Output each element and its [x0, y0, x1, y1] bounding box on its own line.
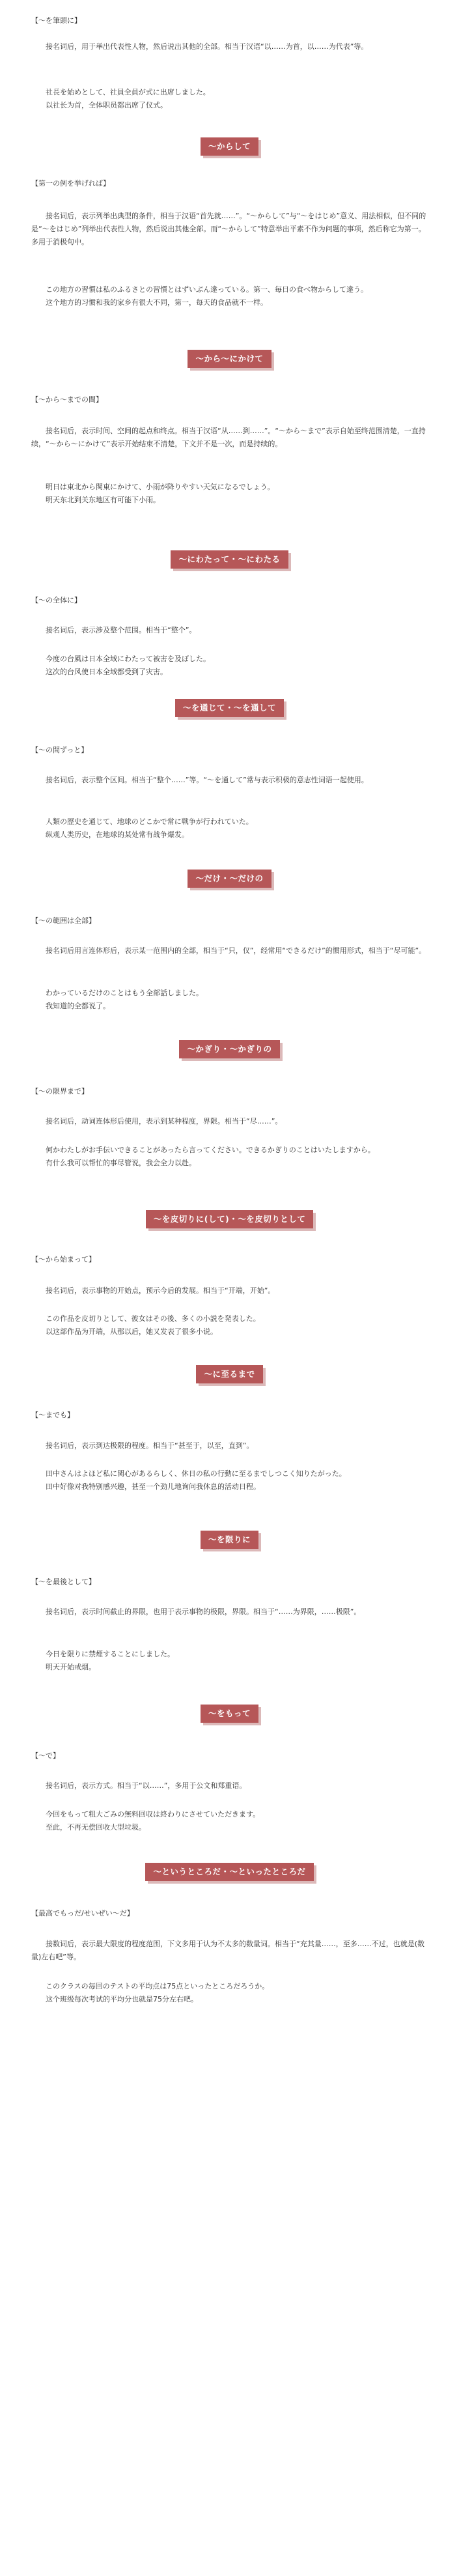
example-chinese: 田中好像对我特别感兴趣，甚至一个劲儿地询问我休息的活动日程。 [46, 1482, 260, 1491]
section-explanation: 接名词后，表示涉及整个范围。相当于“整个”。 [46, 626, 197, 634]
section-explanation: 接名词后，表示列举出典型的条件，相当于汉语“首先就……”。“～からして”与“～をはじめ”意义、用法相似，但不同的是“～をはじめ”列举出代表性人物，然后说出其他全部。而“～からして”特意举出平素不作为问题的事项，然后称它为第一。多用于消极句中。 [31, 212, 426, 246]
section-explanation: 接名词后，表示时间、空间的起点和终点。相当于汉语“从……到……”。“～から～まで”表示自始至终范围清楚，一直持续，“～から～にかけて”表示开始结束不清楚，下文并不是一次，而是持续的。 [31, 427, 426, 448]
example-block [31, 86, 428, 112]
section-heading: ～というところだ・～といったところだ [0, 1863, 459, 1881]
example-japanese: 田中さんはよほど私に関心があるらしく、休日の私の行動に至るまでしつこく知りたがった。 [46, 1469, 346, 1478]
section-subheading: 【～の間ずっと】 [31, 746, 89, 754]
example-block [31, 987, 428, 1013]
section-explanation: 接名词后，表示到达极限的程度。相当于“甚至于，以至，直到”。 [46, 1441, 254, 1450]
section-explanation: 接名词后，表示整个区间。相当于“整个……”等。“～を通して”常与表示积极的意志性词语一起使用。 [46, 776, 369, 784]
example-block [31, 1312, 428, 1338]
section-subheading: 【～から～までの間】 [31, 395, 103, 404]
section-explanation: 接名词后，用于举出代表性人物，然后说出其他的全部。相当于汉语“以……为首，以……为代表”等。 [46, 42, 369, 51]
section-subheading: 【～を筆頭に】 [31, 16, 81, 25]
section-heading: ～を通じて・～を通して [0, 699, 459, 717]
example-chinese: 有什么我可以帮忙的事尽管说，我会全力以赴。 [46, 1159, 196, 1167]
example-chinese: 这个地方的习惯和我的家乡有很大不同，第一，每天的食品就不一样。 [46, 298, 268, 307]
section-explanation: 接名词后，动词连体形后使用，表示到某种程度，界限。相当于“尽……”。 [46, 1117, 283, 1125]
example-japanese: 今日を限りに禁煙することにしました。 [46, 1650, 174, 1658]
section-subheading: 【～から始まって】 [31, 1255, 96, 1264]
section-explanation: 接名词后，表示时间截止的界限，也用于表示事物的极限，界限。相当于“……为界限，……极限”。 [46, 1607, 361, 1616]
section-heading: ～を限りに [0, 1531, 459, 1549]
example-block [31, 653, 428, 679]
section-subheading: 【～の範囲は全部】 [31, 916, 96, 925]
section-explanation: 接数词后，表示最大限度的程度范围，下文多用于认为不太多的数量词。相当于“充其量……，至多……不过，也就是(数量)左右吧”等。 [31, 1940, 424, 1961]
example-japanese: 人類の歴史を通じて、地球のどこかで常に戦争が行われていた。 [46, 817, 253, 826]
section-subheading: 【～で】 [31, 1751, 60, 1760]
example-chinese: 明天东北到关东地区有可能下小雨。 [46, 496, 160, 504]
section-subheading: 【～の限界まで】 [31, 1087, 89, 1096]
example-chinese: 我知道的全都说了。 [46, 1002, 110, 1010]
example-block [31, 1648, 428, 1674]
section-subheading: 【最高でもっだ/せいぜい～だ】 [31, 1909, 134, 1918]
example-japanese: 何かわたしがお手伝いできることがあったら言ってください。できるかぎりのことはいたしますから。 [46, 1146, 375, 1154]
section-subheading: 【～までも】 [31, 1411, 74, 1419]
section-heading: ～だけ・～だけの [0, 870, 459, 888]
example-chinese: 纵观人类历史，在地球的某处常有战争爆发。 [46, 830, 189, 839]
example-block [31, 283, 428, 309]
example-block [31, 1980, 428, 2006]
example-japanese: わかっているだけのことはもう全部話しました。 [46, 989, 203, 997]
example-block [31, 1144, 428, 1170]
example-japanese: 明日は東北から関東にかけて、小雨が降りやすい天気になるでしょう。 [46, 483, 275, 491]
section-heading: ～をもって [0, 1705, 459, 1723]
section-subheading: 【第一の例を挙げれば】 [31, 179, 110, 188]
example-chinese: 至此，不再无偿回收大型垃圾。 [46, 1823, 146, 1832]
example-japanese: 今度の台風は日本全域にわたって被害を及ぼした。 [46, 655, 210, 663]
example-japanese: このクラスの毎回のテストの平均点は75点といったところだろうか。 [46, 1982, 270, 1990]
section-heading: ～に至るまで [0, 1365, 459, 1383]
example-block [31, 481, 428, 507]
section-heading: ～かぎり・～かぎりの [0, 1040, 459, 1058]
example-chinese: 以这部作品为开端，从那以后，她又发表了很多小说。 [46, 1327, 217, 1336]
section-heading: ～からして [0, 137, 459, 156]
example-japanese: 今回をもって粗大ごみの無料回収は終わりにさせていただきます。 [46, 1810, 260, 1819]
example-block [31, 1467, 428, 1493]
section-subheading: 【～を最後として】 [31, 1578, 96, 1586]
example-japanese: 社長を始めとして、社員全員が式に出席しました。 [46, 88, 210, 96]
section-heading: ～を皮切りに(して)・～を皮切りとして [0, 1210, 459, 1228]
example-japanese: この地方の習慣は私のふるさとの習慣とはずいぶん違っている。第一、毎日の食べ物からして違う。 [46, 285, 368, 294]
example-chinese: 以社长为首，全体职员都出席了仪式。 [46, 101, 167, 109]
example-japanese: この作品を皮切りとして、彼女はその後、多くの小説を発表した。 [46, 1314, 260, 1323]
example-chinese: 这次的台风使日本全域都受到了灾害。 [46, 668, 167, 676]
section-heading: ～にわたって・～にわたる [0, 550, 459, 569]
example-block [31, 815, 428, 842]
section-explanation: 接名词后，表示方式。相当于“以……”，多用于公文和郑重语。 [46, 1781, 247, 1790]
example-chinese: 明天开始戒烟。 [46, 1663, 96, 1671]
example-block [31, 1808, 428, 1834]
section-explanation: 接名词后用言连体形后，表示某一范围内的全部，相当于“只，仅”，经常用“できるだけ”的惯用形式，相当于“尽可能”。 [46, 946, 426, 955]
section-heading: ～から～にかけて [0, 350, 459, 368]
section-explanation: 接名词后，表示事物的开始点，预示今后的发展。相当于“开端，开始”。 [46, 1286, 275, 1295]
example-chinese: 这个班级每次考试的平均分也就是75分左右吧。 [46, 1995, 198, 2003]
section-subheading: 【～の全体に】 [31, 596, 81, 604]
